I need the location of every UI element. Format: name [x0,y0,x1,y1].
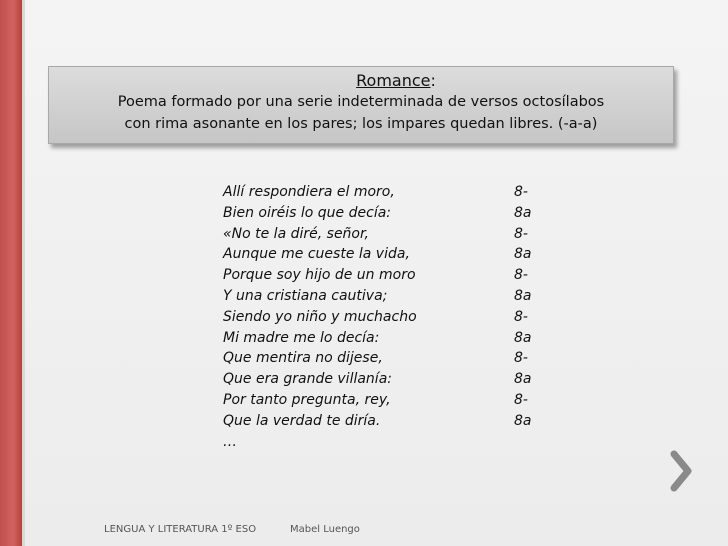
poem-verse: Mi madre me lo decía: [223,329,380,346]
next-slide-button[interactable] [668,448,696,494]
poem-verse: «No te la diré, señor, [223,225,369,242]
poem-meter: 8a [514,412,532,429]
poem-meter: 8- [514,267,528,284]
poem-verse: Por tanto pregunta, rey, [223,391,391,408]
poem-verse: … [223,433,237,450]
definition-line-1: Poema formado por una serie indeterminada de versos octosílabos [117,94,605,110]
poem-meter: 8- [514,391,528,408]
poem-meter: 8a [514,371,532,388]
poem-meter: 8a [514,246,532,263]
accent-side-bar [0,0,22,546]
poem-meter: 8a [514,204,532,221]
poem-meter: 8a [514,287,532,304]
footer-author: Mabel Luengo [290,524,360,535]
definition-line-2: con rima asonante en los pares; los impares quedan libres. (-a-a) [124,116,598,132]
poem-verse: Que era grande villanía: [223,371,392,388]
poem-verse: Que la verdad te diría. [223,412,381,429]
poem-verse: Siendo yo niño y muchacho [223,308,417,325]
definition-term: Romance [356,71,431,90]
poem-verse: Porque soy hijo de un moro [223,267,416,284]
poem-meter: 8- [514,350,528,367]
poem-verse: Y una cristiana cautiva; [223,287,388,304]
definition-box [48,66,674,144]
footer-course: LENGUA Y LITERATURA 1º ESO [104,524,257,535]
poem-verse: Bien oiréis lo que decía: [223,204,391,221]
chevron-right-icon [668,448,696,494]
poem-verse: Allí respondiera el moro, [223,184,395,200]
poem-meter: 8- [514,184,528,200]
poem-meter: 8- [514,308,528,325]
poem-meter: 8a [514,329,532,346]
definition-colon: : [430,71,436,90]
poem-meter: 8- [514,225,528,242]
poem-verse: Que mentira no dijese, [223,350,383,367]
poem-verse: Aunque me cueste la vida, [223,246,410,263]
definition-heading [49,70,673,91]
